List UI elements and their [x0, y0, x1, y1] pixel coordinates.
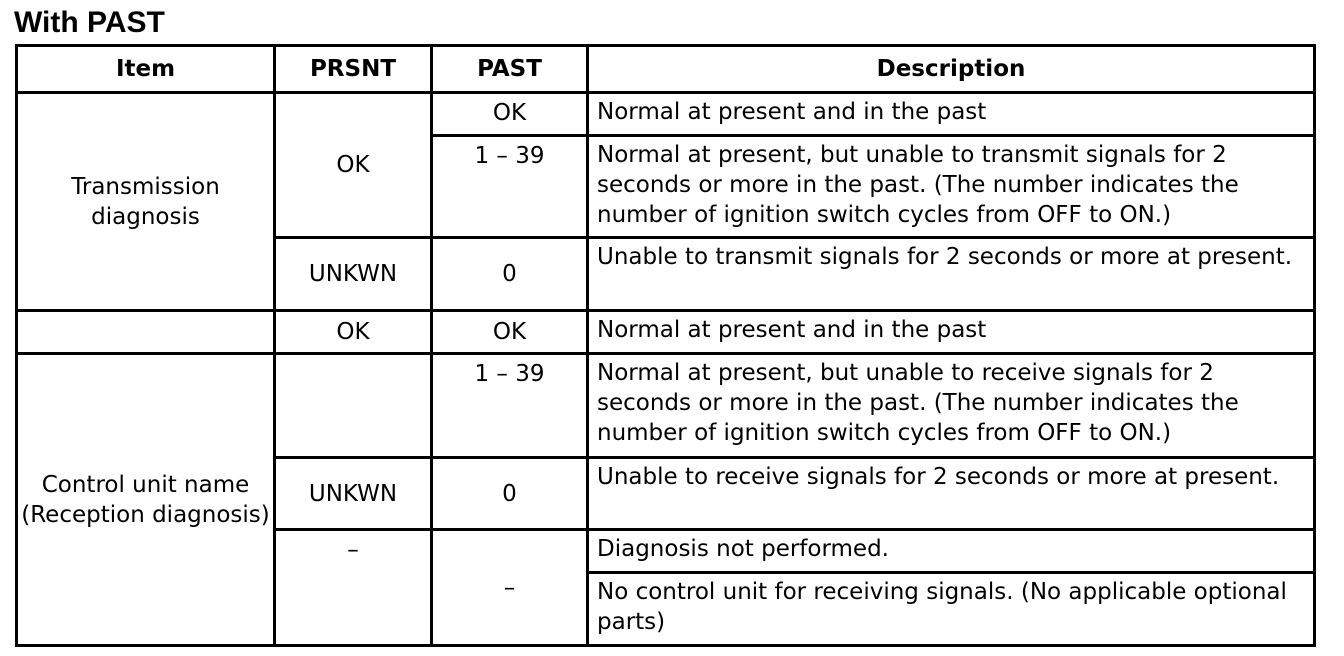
header-prsnt: PRSNT — [275, 46, 432, 93]
prsnt-cell: – — [275, 530, 432, 646]
table-row — [17, 354, 1315, 458]
past-cell: OK — [432, 93, 588, 136]
past-cell: 1 – 39 — [432, 136, 588, 238]
table-row — [17, 93, 1315, 136]
past-cell: 0 — [432, 238, 588, 311]
description-cell: Unable to receive signals for 2 seconds or more at present. — [588, 458, 1315, 530]
past-cell: – — [432, 530, 588, 646]
empty-item-cell — [17, 311, 275, 354]
prsnt-cell: UNKWN — [275, 238, 432, 311]
page-title: With PAST — [14, 6, 165, 39]
prsnt-cell: OK — [275, 311, 432, 354]
header-item: Item — [17, 46, 275, 93]
prsnt-cell: OK — [275, 93, 432, 238]
description-cell: Normal at present, but unable to transmit signals for 2 seconds or more in the past. (The number indicates the number of ignition switch cycles from OFF to ON.) — [588, 136, 1315, 238]
description-cell: Diagnosis not performed. — [588, 530, 1315, 573]
reception-item-cell: Control unit name (Reception diagnosis) — [17, 354, 275, 646]
past-cell: OK — [432, 311, 588, 354]
description-cell: No control unit for receiving signals. (No applicable optional parts) — [588, 573, 1315, 646]
table-row — [17, 311, 1315, 354]
header-description: Description — [588, 46, 1315, 93]
transmission-item-cell: Transmission diagnosis — [17, 93, 275, 311]
diagnosis-table — [15, 44, 1316, 647]
past-cell: 1 – 39 — [432, 354, 588, 458]
description-cell: Normal at present and in the past — [588, 311, 1315, 354]
description-cell: Unable to transmit signals for 2 seconds or more at present. — [588, 238, 1315, 311]
description-cell: Normal at present, but unable to receive signals for 2 seconds or more in the past. (The number indicates the number of ignition switch cycles from OFF to ON.) — [588, 354, 1315, 458]
header-past: PAST — [432, 46, 588, 93]
past-cell: 0 — [432, 458, 588, 530]
prsnt-cell: UNKWN — [275, 458, 432, 530]
description-cell: Normal at present and in the past — [588, 93, 1315, 136]
prsnt-cell-empty — [275, 354, 432, 458]
table-header-row — [17, 46, 1315, 93]
